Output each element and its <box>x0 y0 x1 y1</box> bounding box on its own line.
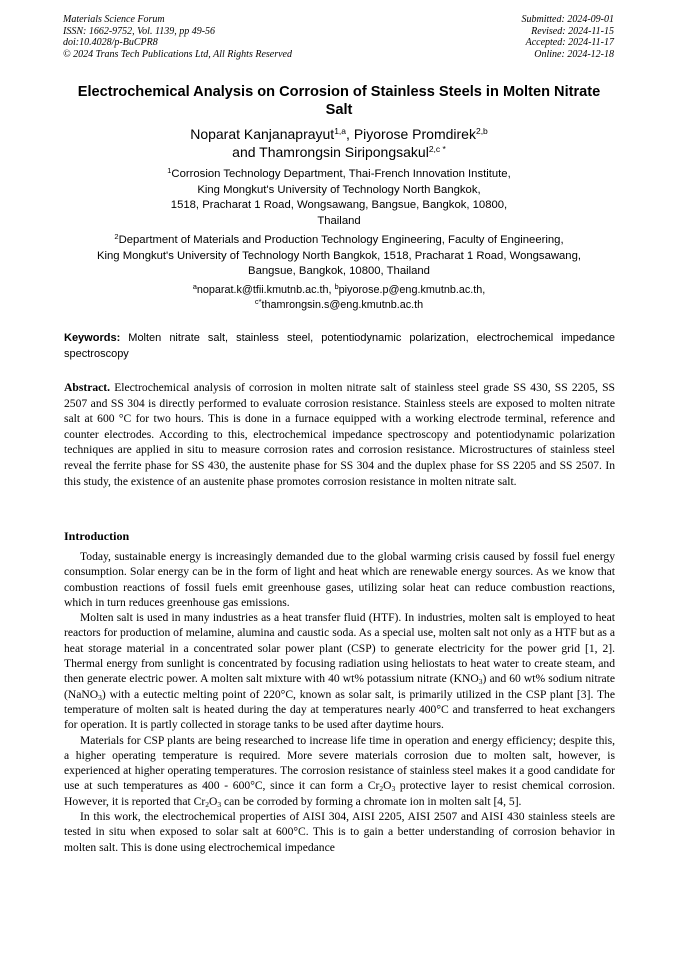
intro-paragraph-2 <box>64 610 615 732</box>
intro-p3-text-d: O <box>208 794 218 808</box>
intro-p2-text-b: ) and 60 wt% sodium nitrate (NaNO <box>64 672 615 701</box>
affiliation-1-sup: 1 <box>167 166 172 175</box>
intro-p3-sub-4: 3 <box>217 799 222 809</box>
keywords-label: Keywords: <box>64 332 121 344</box>
intro-paragraph-1: Today, sustainable energy is increasingly demanded due to the global warming crisis caused by fossil fuel energy consumption. Solar energy can be in the form of light and heat which are renewable energy sources. As we know that combustion reactions of fossil fuels emit greenhouse gases, utilizing solar heat can reduce combustion reactions, which in turn reduces greenhouse gas emissions. <box>64 550 615 609</box>
affiliation-2-sup: 2 <box>114 232 119 241</box>
affiliation-1-line-3: 1518, Pracharat 1 Road, Wongsawang, Bangsue, Bangkok, 10800, <box>170 199 508 212</box>
keywords-text: Molten nitrate salt, stainless steel, potentiodynamic polarization, electrochemical impedance spectroscopy <box>64 332 615 360</box>
author-line-2 <box>64 144 614 162</box>
author-3-sup: 2,c * <box>428 143 446 154</box>
doi-line: doi:10.4028/p-BuCPR8 <box>63 37 158 49</box>
keywords-block <box>64 331 615 362</box>
introduction-body <box>64 549 615 855</box>
email-c-link[interactable]: thamrongsin.s@eng.kmutnb.ac.th <box>261 299 424 311</box>
email-b-sup: b <box>334 282 339 291</box>
affiliation-2 <box>64 233 614 280</box>
author-2-sup: 2,b <box>475 126 488 136</box>
author-line-1: Noparat Kanjanaprayut$^{1,a}$, Piyorose Promdirek$^{2,b}$ <box>190 126 488 142</box>
online-date: Online: 2024-12-18 <box>534 48 614 60</box>
email-line-1 <box>64 283 614 298</box>
author-3-name: Thamrongsin Siripongsakul <box>259 143 429 160</box>
submitted-date: Submitted: 2024-09-01 <box>521 14 614 25</box>
intro-p3-text-b: O <box>383 779 392 793</box>
abstract-block <box>64 380 615 489</box>
affiliation-1-text-1: Corrosion Technology Department, Thai-French Innovation Institute, <box>171 168 511 180</box>
affiliation-2-line-1 <box>64 233 614 249</box>
author-list <box>64 126 614 161</box>
affiliation-2-line-2: King Mongkut's University of Technology North Bangkok, 1518, Pracharat 1 Road, Wongsawang, <box>96 249 581 262</box>
email-b-link[interactable]: piyorose.p@eng.kmutnb.ac.th, <box>338 284 486 296</box>
accepted-date: Accepted: 2024-11-17 <box>525 37 614 49</box>
intro-p3-sub-3: 2 <box>205 799 209 809</box>
journal-header-left <box>63 14 292 60</box>
introduction-heading: Introduction <box>64 529 130 543</box>
journal-header-right <box>522 14 615 60</box>
intro-p2-text-a: Molten salt is used in many industries as a heat transfer fluid (HTF). In industries, molten salt is employed to heat reactors for production of melamine, alumina and caustic soda. As a special use, molten salt not only as a HTF but as a heat storage material in a concentrated solar power plant (CSP) to generate electricity for the power grid [1, 2]. Thermal energy from sunlight is concentrated by focusing radiation using heliostats to heat water to create steam, and then generate electric power. A molten salt mixture with 40 wt% potassium nitrate (KNO <box>64 611 615 686</box>
intro-p3-text-e: can be corroded by forming a chromate ion in molten salt [4, 5]. <box>221 794 522 808</box>
affiliation-1-line-4: Thailand <box>317 214 361 227</box>
intro-p2-sub-2: 3 <box>98 692 102 702</box>
issn-line: ISSN: 1662-9752, Vol. 1139, pp 49-56 <box>63 25 216 37</box>
intro-p3-text-c: protective layer to resist chemical corrosion. However, it is reported that Cr <box>64 779 616 808</box>
intro-p2-sub-1: 3 <box>478 677 483 687</box>
author-2-name: Piyorose Promdirek <box>353 126 476 142</box>
affiliation-2-line-3: Bangsue, Bangkok, 10800, Thailand <box>248 265 430 278</box>
author-1-name: Noparat Kanjanaprayut <box>190 126 335 142</box>
email-a-link[interactable]: noparat.k@tfii.kmutnb.ac.th, <box>196 284 335 296</box>
affiliation-2-text-1: Department of Materials and Production Technology Engineering, Faculty of Engineering, <box>118 234 564 246</box>
affiliation-1 <box>64 167 614 229</box>
author-1-sup: 1,a <box>334 126 347 136</box>
copyright-line: © 2024 Trans Tech Publications Ltd, All Rights Reserved <box>63 48 292 60</box>
journal-name: Materials Science Forum <box>63 14 165 25</box>
intro-p2-text-c: ) with a eutectic melting point of 220°C, known as solar salt, is primarily utilized in the CSP plant [3]. The temperature of molten salt is heated during the day at temperatures nearly 400°C and transferred to heat exchangers for operation. It is partly collected in storage tanks to be used after daytime hours. <box>64 687 615 732</box>
intro-paragraph-4: In this work, the electrochemical properties of AISI 304, AISI 2205, AISI 2507 and AISI 430 stainless steels are tested in situ when exposed to solar salt at 600°C. This is to gain a better understanding of corrosion behavior in molten salt. This is done using electrochemical impedance <box>64 810 615 854</box>
affiliation-1-line-2: King Mongkut's University of Technology North Bangkok, <box>197 183 481 196</box>
email-c-sup: c* <box>254 297 262 306</box>
affiliation-1-line-1 <box>64 167 614 183</box>
intro-paragraph-3 <box>64 733 615 809</box>
abstract-text: Electrochemical analysis of corrosion in molten nitrate salt of stainless steel grade SS 430, SS 2205, SS 2507 and SS 304 is directly performed to evaluate corrosion resistance. Stainless steels are exposed to molten nitrate salt at 600 °C for two hours. This is done in a furnace equipped with a working electrode terminal, reference and counter electrodes. According to this, electrochemical impedance spectroscopy and potentiodynamic polarization techniques are applied in situ to measure corrosion rates and corrosion resistance. Microstructures of stainless steel reveal the ferrite phase for SS 430, the austenite phase for SS 304 and the duplex phase for SS 2205 and SS 2507. In this study, the existence of an austenite phase promotes corrosion resistance in molten nitrate salt. <box>64 381 615 488</box>
paper-title: Electrochemical Analysis on Corrosion of Stainless Steels in Molten Nitrate Salt <box>77 84 601 118</box>
revised-date: Revised: 2024-11-15 <box>531 25 614 37</box>
abstract-label: Abstract. <box>64 381 111 394</box>
intro-p3-sub-2: 3 <box>391 784 396 794</box>
author-3-prefix: and <box>232 143 260 160</box>
email-a-sup: a <box>192 282 197 291</box>
email-line-2 <box>64 298 614 313</box>
intro-p3-sub-1: 2 <box>379 784 384 794</box>
intro-p3-text-a: Materials for CSP plants are being researched to increase life time in operation and energy efficiency; despite this, a higher operating temperature is required. More severe materials corrosion due to molten salt, however, is experienced at higher operating temperatures. The corrosion resistance of stainless steel makes it a good candidate for use at such temperatures as 400 - 600°C, since it can form a Cr <box>64 733 615 793</box>
author-emails <box>64 283 614 313</box>
